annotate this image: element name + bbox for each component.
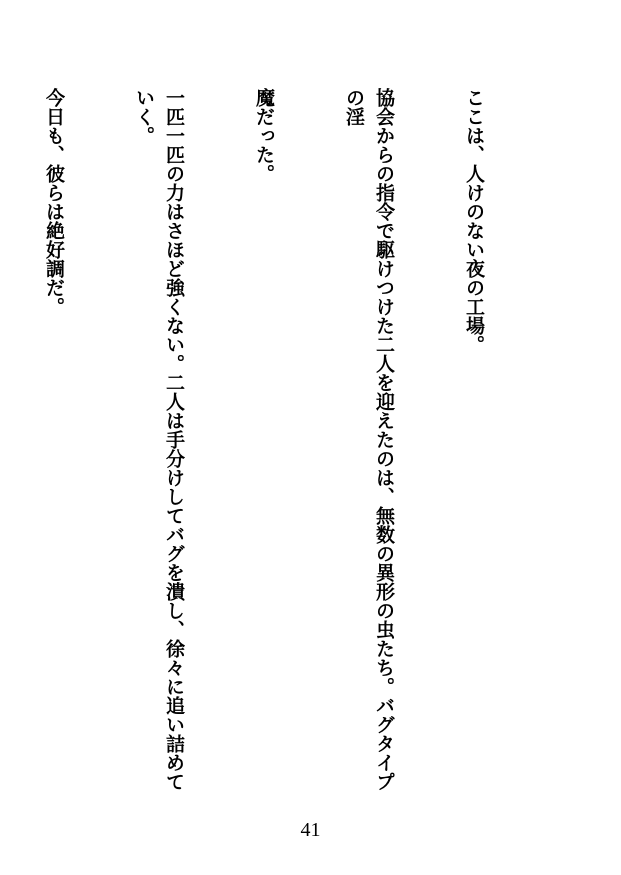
text-line: 今日も、彼らは絶好調だ。 (43, 88, 65, 316)
page-number: 41 (300, 819, 321, 841)
text-line: 協会からの指令で駆けつけた二人を迎えたのは、無数の異形の虫たち。バグタイプの淫 (343, 88, 395, 791)
text-line: ここは、人けのない夜の工場。 (463, 88, 485, 354)
vertical-text-body (0, 88, 549, 808)
text-line: 魔だった。 (253, 88, 275, 183)
text-line: 一匹一匹の力はさほど強くない。二人は手分けしてバグを潰し、徐々に追い詰めていく。 (133, 88, 185, 791)
